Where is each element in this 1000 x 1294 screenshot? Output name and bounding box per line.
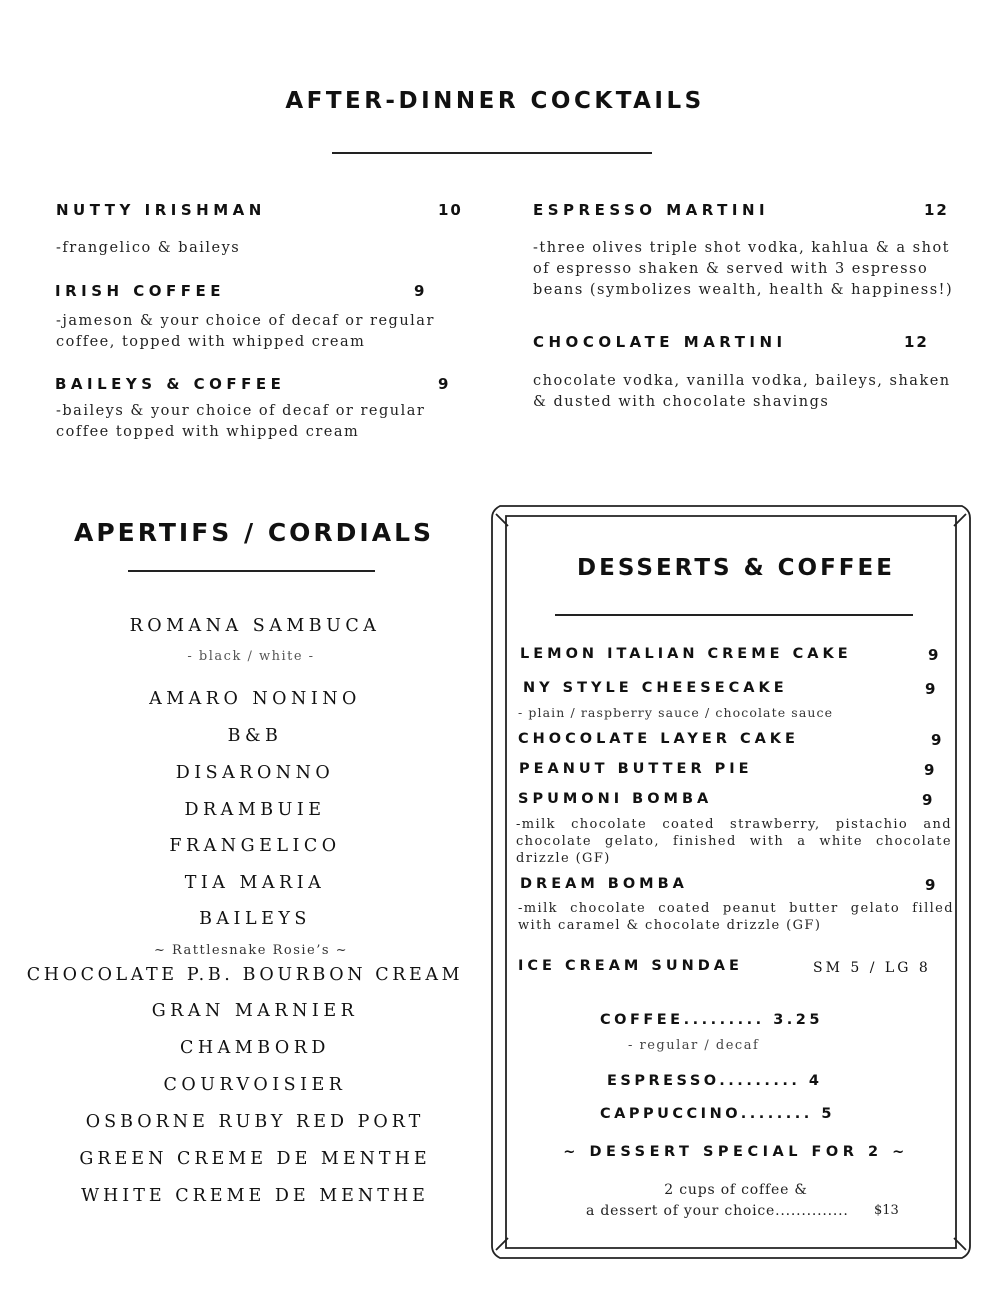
dessert-price: 9 <box>922 791 935 809</box>
cocktail-description: -baileys & your choice of decaf or regular coffee topped with whipped cream <box>56 403 426 440</box>
cordial-item: AMARO NONINO <box>149 689 361 709</box>
coffee-line: COFFEE......... 3.25 <box>600 1012 823 1028</box>
coffee-note: - regular / decaf <box>628 1038 760 1053</box>
dessert-price: 9 <box>928 646 941 664</box>
dessert-description: -milk chocolate coated peanut butter gelato filled with caramel & chocolate drizzle (GF) <box>518 901 954 933</box>
cocktail-price: 9 <box>438 375 451 393</box>
dessert-special-price: $13 <box>874 1203 899 1218</box>
dessert-description: -milk chocolate coated strawberry, pistachio and chocolate gelato, finished with a white chocolate drizzle (GF) <box>516 817 952 866</box>
dessert-price: 9 <box>925 876 938 894</box>
cordial-item: GRAN MARNIER <box>151 1001 359 1021</box>
cordial-item: FRANGELICO <box>169 836 341 856</box>
cordial-item: WHITE CREME DE MENTHE <box>81 1186 429 1206</box>
espresso-line: ESPRESSO......... 4 <box>607 1073 823 1089</box>
cocktail-price: 12 <box>924 201 949 219</box>
dessert-price: 9 <box>924 761 937 779</box>
cordials-title-rule <box>128 570 375 572</box>
cocktail-description: -three olives triple shot vodka, kahlua & a shot of espresso shaken & served with 3 espresso beans (symbolizes wealth, health & happiness!) <box>533 240 954 298</box>
cocktail-description: -frangelico & baileys <box>56 240 241 256</box>
cordial-note: - black / white - <box>187 649 315 664</box>
cocktails-title: AFTER-DINNER COCKTAILS <box>285 88 705 114</box>
dessert-name: PEANUT BUTTER PIE <box>519 761 753 777</box>
dessert-name: ICE CREAM SUNDAE <box>518 958 743 974</box>
cocktail-description: -jameson & your choice of decaf or regular coffee, topped with whipped cream <box>56 313 435 350</box>
desserts-title-rule <box>555 614 913 616</box>
cordials-title: APERTIFS / CORDIALS <box>73 518 435 547</box>
cocktail-price: 10 <box>438 201 463 219</box>
cocktails-title-rule <box>332 152 652 154</box>
cordial-item: OSBORNE RUBY RED PORT <box>85 1112 425 1132</box>
cordial-item: CHOCOLATE P.B. BOURBON CREAM <box>26 965 464 985</box>
cordial-item: ROMANA SAMBUCA <box>129 616 381 636</box>
cordial-item: COURVOISIER <box>163 1075 347 1095</box>
cocktail-price: 12 <box>904 333 929 351</box>
cocktail-name: BAILEYS & COFFEE <box>55 375 286 393</box>
cordial-item: DISARONNO <box>175 763 335 783</box>
dessert-price: 9 <box>925 680 938 698</box>
cocktail-name: IRISH COFFEE <box>55 282 226 300</box>
cocktail-name: ESPRESSO MARTINI <box>533 201 770 219</box>
cordial-item: GREEN CREME DE MENTHE <box>79 1149 431 1169</box>
cordial-item: TIA MARIA <box>184 873 326 893</box>
cordial-item: DRAMBUIE <box>184 800 326 820</box>
cordial-item: B&B <box>227 726 283 746</box>
cocktail-price: 9 <box>414 282 427 300</box>
dessert-special-line: a dessert of your choice.............. <box>586 1203 849 1219</box>
desserts-title: DESSERTS & COFFEE <box>577 555 895 581</box>
dessert-price: SM 5 / LG 8 <box>813 960 931 976</box>
cordial-note: ~ Rattlesnake Rosie’s ~ <box>153 943 349 958</box>
cordial-item: BAILEYS <box>199 909 311 929</box>
dessert-special-title: ~ DESSERT SPECIAL FOR 2 ~ <box>563 1144 909 1160</box>
dessert-special-line: 2 cups of coffee & <box>664 1182 808 1198</box>
cocktail-name: NUTTY IRISHMAN <box>56 201 266 219</box>
dessert-name: CHOCOLATE LAYER CAKE <box>518 731 799 747</box>
cocktail-name: CHOCOLATE MARTINI <box>533 333 787 351</box>
dessert-name: LEMON ITALIAN CREME CAKE <box>520 646 852 662</box>
dessert-name: NY STYLE CHEESECAKE <box>523 680 788 696</box>
dessert-name: DREAM BOMBA <box>520 876 688 892</box>
cordial-item: CHAMBORD <box>180 1038 330 1058</box>
cappuccino-line: CAPPUCCINO........ 5 <box>600 1106 835 1122</box>
dessert-price: 9 <box>931 731 944 749</box>
cocktail-description: chocolate vodka, vanilla vodka, baileys, shaken & dusted with chocolate shavings <box>533 373 951 410</box>
dessert-name: SPUMONI BOMBA <box>518 791 713 807</box>
dessert-note: - plain / raspberry sauce / chocolate sauce <box>518 705 834 720</box>
